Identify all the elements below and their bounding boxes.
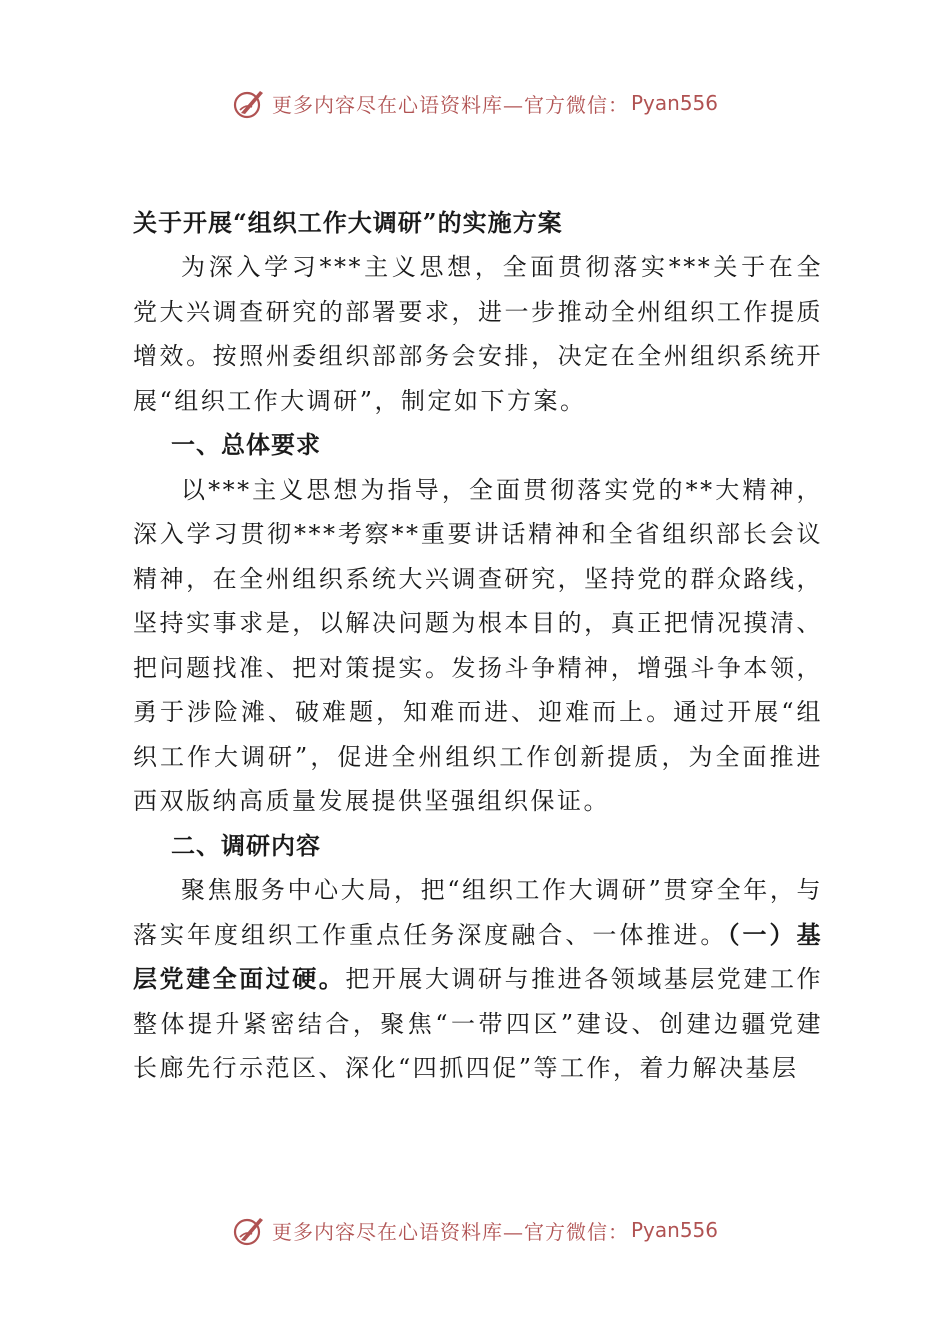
- document-title: 关于开展“组织工作大调研”的实施方案: [133, 208, 563, 237]
- general-requirements-paragraph: 以***主义思想为指导，全面贯彻落实党的**大精神，深入学习贯彻***考察**重要讲话精神和全省组织部长会议精神，在全州组织系统大兴调查研究，坚持党的群众路线，坚持实事求是，以解决问题为根本目的，真正把情况摸清、把问题找准、把对策提实。发扬斗争精神，增强斗争本领，勇于涉险滩、破难题，知难而进、迎难而上。通过开展“组织工作大调研”，促进全州组织工作创新提质，为全面推进西双版纳高质量发展提供坚强组织保证。: [133, 475, 823, 815]
- watermark-account: Pyan556: [630, 1218, 718, 1242]
- document-body: [133, 201, 823, 1091]
- section-heading-general-requirements: 一、总体要求: [171, 430, 321, 459]
- section-heading-research-content: 二、调研内容: [171, 830, 321, 860]
- footer-watermark: [0, 1207, 950, 1253]
- quill-pen-circle-icon: [232, 86, 266, 120]
- quill-pen-circle-icon: [232, 1213, 266, 1247]
- header-watermark: [0, 80, 950, 126]
- watermark-text: 更多内容尽在心语资料库—官方微信：: [271, 1219, 629, 1244]
- watermark-account: Pyan556: [630, 91, 718, 115]
- watermark-text: 更多内容尽在心语资料库—官方微信：: [271, 92, 629, 117]
- intro-paragraph: 为深入学习***主义思想，全面贯彻落实***关于在全党大兴调查研究的部署要求，进一步推动全州组织工作提质增效。按照州委组织部部务会安排，决定在全州组织系统开展“组织工作大调研”，制定如下方案。: [133, 253, 823, 415]
- subsection-body-grassroots: 把开展大调研与推进各领域基层党建工作整体提升紧密结合，聚焦“一带四区”建设、创建边疆党建长廊先行示范区、深化“四抓四促”等工作，着力解决基层: [133, 965, 824, 1082]
- research-content-paragraph: [133, 868, 823, 1091]
- research-content-lead: 聚焦服务中心大局，把“组织工作大调研”贯穿全年，与落实年度组织工作重点任务深度融合、一体推进。: [133, 876, 823, 949]
- subsection-title-grassroots: （一）基层党建全面过硬。: [133, 919, 824, 993]
